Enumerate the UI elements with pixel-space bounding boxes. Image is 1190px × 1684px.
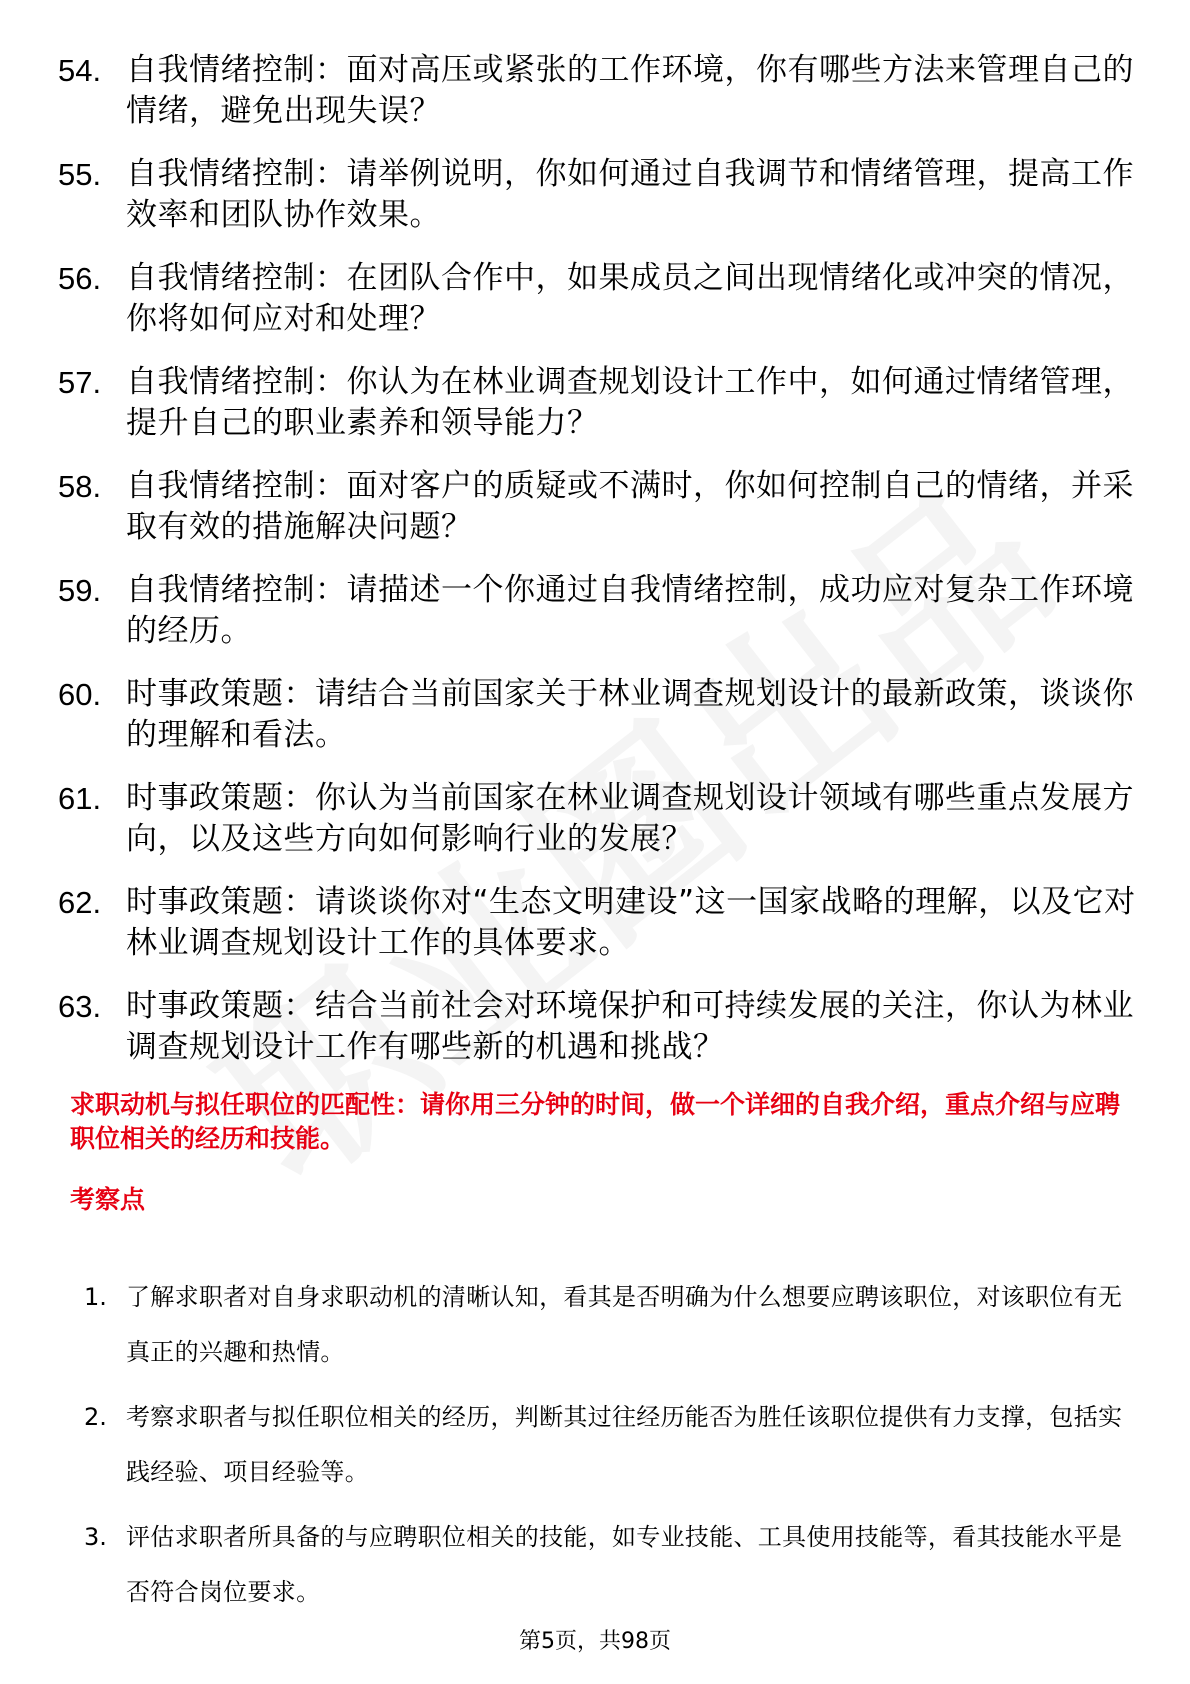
assessment-points <box>84 1270 1134 1630</box>
point-text: 评估求职者所具备的与应聘职位相关的技能，如专业技能、工具使用技能等，看其技能水平是否符合岗位要求。 <box>126 1523 1123 1606</box>
question-text: 时事政策题：请谈谈你对“生态文明建设”这一国家战略的理解，以及它对林业调查规划设计工作的具体要求。 <box>126 884 1136 961</box>
question-number: 63. <box>58 989 102 1024</box>
question-text: 时事政策题：结合当前社会对环境保护和可持续发展的关注，你认为林业调查规划设计工作有哪些新的机遇和挑战？ <box>126 988 1134 1065</box>
question-text: 自我情绪控制：你认为在林业调查规划设计工作中，如何通过情绪管理，提升自己的职业素养和领导能力？ <box>126 364 1134 441</box>
question-item <box>58 570 1138 652</box>
point-number: 2. <box>84 1403 107 1431</box>
question-number: 55. <box>58 157 102 192</box>
point-number: 1. <box>84 1283 107 1311</box>
page-footer: 第5页，共98页 <box>519 1629 671 1654</box>
question-list <box>58 50 1138 1090</box>
question-item <box>58 882 1138 964</box>
question-text: 自我情绪控制：面对客户的质疑或不满时，你如何控制自己的情绪，并采取有效的措施解决问题？ <box>126 468 1134 545</box>
question-number: 57. <box>58 365 102 400</box>
question-number: 62. <box>58 885 102 920</box>
question-item <box>58 50 1138 132</box>
question-number: 56. <box>58 261 102 296</box>
question-item <box>58 258 1138 340</box>
point-item <box>84 1510 1134 1620</box>
section-title: 考察点 <box>70 1185 146 1214</box>
question-text: 自我情绪控制：在团队合作中，如果成员之间出现情绪化或冲突的情况，你将如何应对和处理？ <box>126 260 1134 337</box>
question-item <box>58 362 1138 444</box>
question-text: 自我情绪控制：面对高压或紧张的工作环境，你有哪些方法来管理自己的情绪，避免出现失误？ <box>126 52 1134 129</box>
point-text: 考察求职者与拟任职位相关的经历，判断其过往经历能否为胜任该职位提供有力支撑，包括实践经验、项目经验等。 <box>126 1403 1123 1486</box>
point-item <box>84 1390 1134 1500</box>
question-number: 58. <box>58 469 102 504</box>
question-text: 自我情绪控制：请举例说明，你如何通过自我调节和情绪管理，提高工作效率和团队协作效果。 <box>126 156 1134 233</box>
intro-question: 求职动机与拟任职位的匹配性：请你用三分钟的时间，做一个详细的自我介绍，重点介绍与应聘职位相关的经历和技能。 <box>70 1090 1121 1153</box>
question-text: 时事政策题：你认为当前国家在林业调查规划设计领域有哪些重点发展方向，以及这些方向如何影响行业的发展？ <box>126 780 1134 857</box>
question-item <box>58 466 1138 548</box>
point-number: 3. <box>84 1523 107 1551</box>
question-number: 59. <box>58 573 102 608</box>
question-number: 61. <box>58 781 102 816</box>
question-item <box>58 986 1138 1068</box>
question-text: 自我情绪控制：请描述一个你通过自我情绪控制，成功应对复杂工作环境的经历。 <box>126 572 1134 649</box>
question-item <box>58 674 1138 756</box>
point-text: 了解求职者对自身求职动机的清晰认知，看其是否明确为什么想要应聘该职位，对该职位有无真正的兴趣和热情。 <box>126 1283 1123 1366</box>
question-item <box>58 154 1138 236</box>
question-number: 54. <box>58 53 102 88</box>
point-item <box>84 1270 1134 1380</box>
question-item <box>58 778 1138 860</box>
question-text: 时事政策题：请结合当前国家关于林业调查规划设计的最新政策，谈谈你的理解和看法。 <box>126 676 1134 753</box>
question-number: 60. <box>58 677 102 712</box>
